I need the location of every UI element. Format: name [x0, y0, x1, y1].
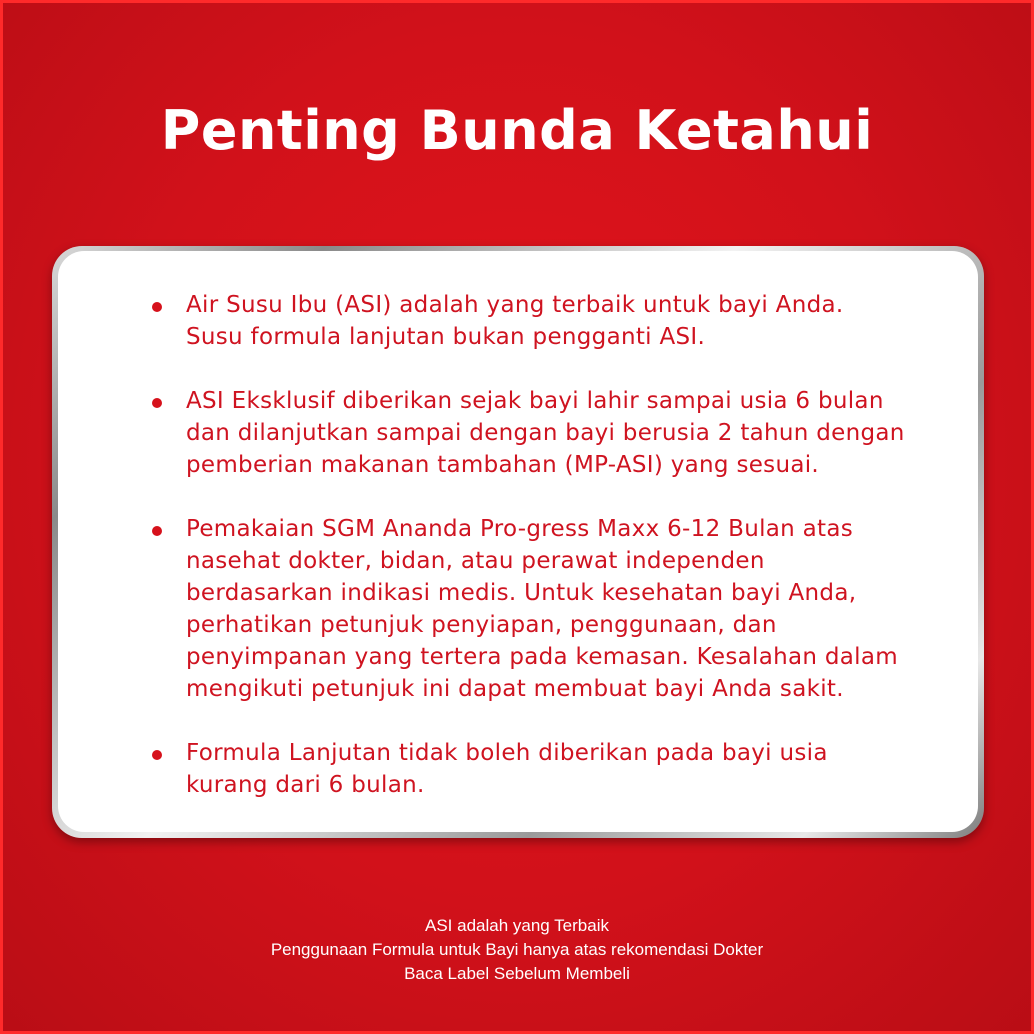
footer-line: Penggunaan Formula untuk Bayi hanya atas rekomendasi Dokter: [270, 940, 764, 959]
footer-line: Baca Label Sebelum Membeli: [404, 964, 630, 983]
disclaimer-footer: [0, 914, 1034, 986]
bullet-line: Formula Lanjutan tidak boleh diberikan pada bayi usia: [186, 740, 828, 766]
bullet-line: mengikuti petunjuk ini dapat membuat bayi Anda sakit.: [186, 676, 844, 702]
bullet-line: ASI Eksklusif diberikan sejak bayi lahir sampai usia 6 bulan: [186, 388, 884, 414]
bullet-dot-icon: [152, 750, 162, 760]
bullet-line: Susu formula lanjutan bukan pengganti ASI.: [186, 324, 706, 350]
bullet-dot-icon: [152, 526, 162, 536]
footer-line: ASI adalah yang Terbaik: [425, 916, 609, 935]
bullet-text: [186, 513, 926, 705]
bullet-list: [58, 251, 978, 832]
bullet-dot-icon: [152, 398, 162, 408]
bullet-line: Pemakaian SGM Ananda Pro-gress Maxx 6-12 Bulan atas: [186, 516, 854, 542]
bullet-text: [186, 289, 926, 353]
info-card: [58, 251, 978, 832]
page-title: Penting Bunda Ketahui: [160, 99, 874, 162]
bullet-line: perhatikan petunjuk penyiapan, penggunaan, dan: [186, 612, 777, 638]
bullet-line: dan dilanjutkan sampai dengan bayi berusia 2 tahun dengan: [186, 420, 905, 446]
bullet-dot-icon: [152, 302, 162, 312]
bullet-line: berdasarkan indikasi medis. Untuk kesehatan bayi Anda,: [186, 580, 857, 606]
bullet-text: [186, 737, 926, 801]
bullet-line: pemberian makanan tambahan (MP-ASI) yang sesuai.: [186, 452, 820, 478]
bullet-line: penyimpanan yang tertera pada kemasan. Kesalahan dalam: [186, 644, 898, 670]
bullet-line: Air Susu Ibu (ASI) adalah yang terbaik untuk bayi Anda.: [186, 292, 844, 318]
bullet-line: kurang dari 6 bulan.: [186, 772, 425, 798]
bullet-text: [186, 385, 926, 481]
bullet-line: nasehat dokter, bidan, atau perawat independen: [186, 548, 765, 574]
